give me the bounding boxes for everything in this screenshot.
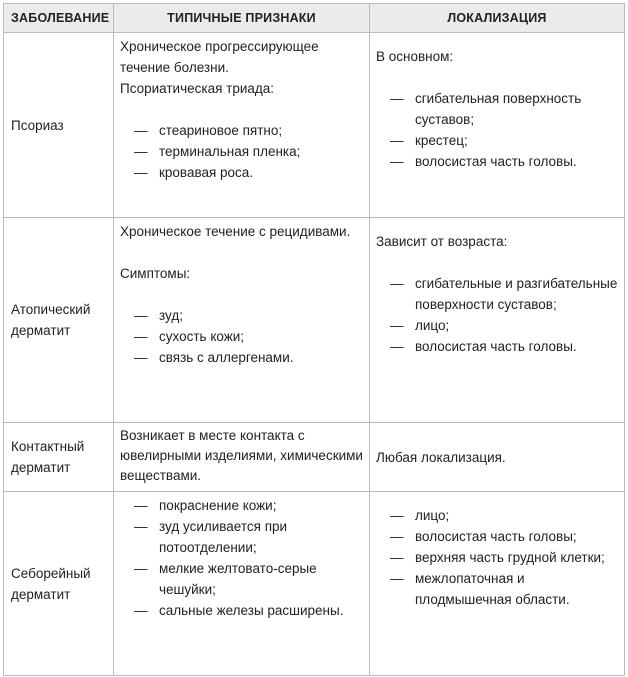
signs-cell <box>114 33 370 218</box>
list-item: — зуд; <box>134 305 363 326</box>
header-localization: ЛОКАЛИЗАЦИЯ <box>370 4 625 33</box>
localization-cell <box>370 423 625 492</box>
localization-list <box>390 88 618 172</box>
table-row-atopic-dermatitis <box>4 218 625 423</box>
list-item: — мелкие желтовато-серые чешуйки; <box>134 558 363 600</box>
disease-name: Псориаз <box>4 33 114 218</box>
header-disease: ЗАБОЛЕВАНИЕ <box>4 4 114 33</box>
signs-cell <box>114 423 370 492</box>
localization-cell <box>370 492 625 676</box>
table-row-contact-dermatitis <box>4 423 625 492</box>
list-item: — сухость кожи; <box>134 326 363 347</box>
list-item: — лицо; <box>390 505 618 526</box>
localization-list <box>390 505 618 610</box>
localization-lead: Любая локализация. <box>376 449 506 465</box>
signs-lead: Хроническое прогрессирующее течение болезни. <box>120 39 319 75</box>
list-item: — сальные железы расширены. <box>134 600 363 621</box>
list-item: — стеариновое пятно; <box>134 120 363 141</box>
signs-subheading: Симптомы: <box>120 266 191 281</box>
signs-subheading: Псориатическая триада: <box>120 81 275 96</box>
list-item: — волосистая часть головы; <box>390 526 618 547</box>
localization-lead: Зависит от возраста: <box>376 234 508 249</box>
table-row-psoriasis <box>4 33 625 218</box>
list-item: — сгибательная поверхность суставов; <box>390 88 618 130</box>
disease-name: Атопический дерматит <box>4 218 114 423</box>
list-item: — волосистая часть головы. <box>390 336 618 357</box>
signs-list <box>134 495 363 621</box>
list-item: — крестец; <box>390 130 618 151</box>
signs-lead: Возникает в месте контакта с ювелирными изделиями, химическими веществами. <box>120 428 363 483</box>
list-item: — кровавая роса. <box>134 162 363 183</box>
disease-table <box>3 3 625 676</box>
list-item: — связь с аллергенами. <box>134 347 363 368</box>
localization-list <box>390 273 618 357</box>
signs-list <box>134 305 363 368</box>
list-item: — межлопаточная и плодмышечная области. <box>390 568 618 610</box>
disease-name: Контактный дерматит <box>4 423 114 492</box>
list-item: — терминальная пленка; <box>134 141 363 162</box>
signs-cell <box>114 492 370 676</box>
list-item: — зуд усиливается при потоотделении; <box>134 516 363 558</box>
list-item: — лицо; <box>390 315 618 336</box>
table-row-seborrheic-dermatitis <box>4 492 625 676</box>
header-signs: ТИПИЧНЫЕ ПРИЗНАКИ <box>114 4 370 33</box>
localization-lead: В основном: <box>376 49 454 64</box>
localization-cell <box>370 33 625 218</box>
list-item: — волосистая часть головы. <box>390 151 618 172</box>
list-item: — сгибательные и разгибательные поверхности суставов; <box>390 273 618 315</box>
disease-name: Себорейный дерматит <box>4 492 114 676</box>
localization-cell <box>370 218 625 423</box>
list-item: — покраснение кожи; <box>134 495 363 516</box>
signs-cell <box>114 218 370 423</box>
signs-list <box>134 120 363 183</box>
table-header-row <box>4 4 625 33</box>
signs-lead: Хроническое течение с рецидивами. <box>120 224 351 239</box>
list-item: — верхняя часть грудной клетки; <box>390 547 618 568</box>
